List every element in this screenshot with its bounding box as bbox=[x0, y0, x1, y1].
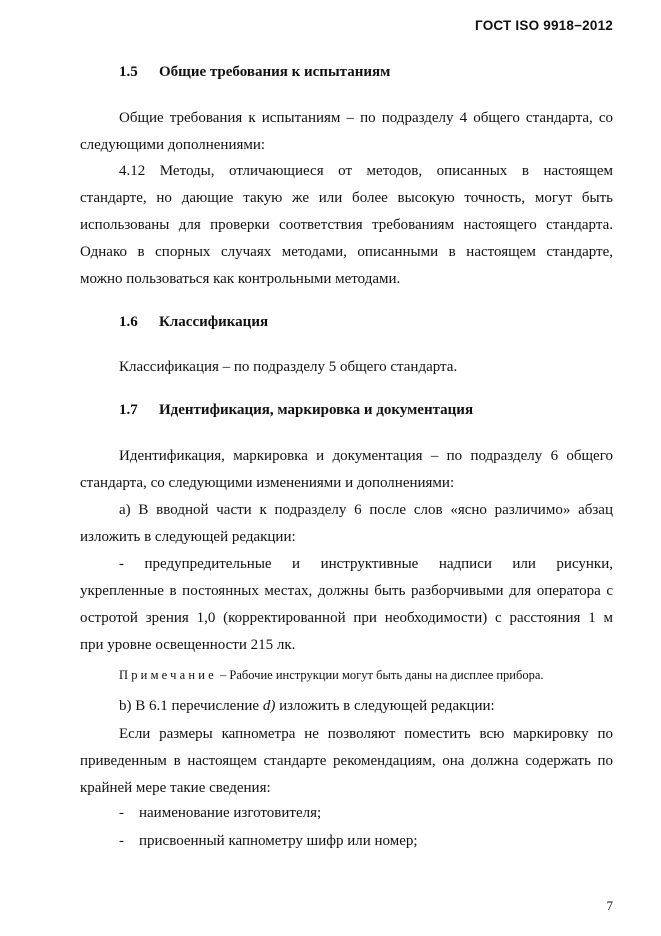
list-dash: - bbox=[119, 833, 124, 849]
section-heading-1-5 bbox=[119, 64, 390, 81]
section-title: Идентификация, маркировка и документация bbox=[159, 402, 474, 418]
note-label: Примечание bbox=[119, 668, 217, 682]
paragraph-item-a bbox=[80, 497, 613, 551]
paragraph-identification bbox=[80, 443, 613, 497]
text-line: при уровне освещенности 215 лк. bbox=[80, 637, 296, 653]
standard-header: ГОСТ ISO 9918−2012 bbox=[475, 18, 613, 33]
text-line: изложить в следующей редакции: bbox=[80, 529, 296, 545]
page-number: 7 bbox=[606, 898, 613, 913]
text-line: изложить в следующей редакции: bbox=[275, 698, 495, 714]
emphasis: d) bbox=[262, 698, 276, 714]
section-title: Классификация bbox=[159, 314, 269, 330]
text-line: стандарте, но дающие такую же или более высокую точность, могут быть bbox=[80, 190, 613, 206]
text-line: - предупредительные и инструктивные надписи или рисунки, bbox=[119, 556, 613, 572]
text-line: стандарта, со следующими изменениями и дополнениями: bbox=[80, 475, 455, 491]
list-item-text: присвоенный капнометру шифр или номер; bbox=[139, 833, 418, 849]
text-line: остротой зрения 1,0 (корректированной при необходимости) с расстояния 1 м bbox=[80, 610, 613, 626]
section-heading-1-7 bbox=[119, 402, 473, 419]
text-line: Если размеры капнометра не позволяют поместить всю маркировку по bbox=[119, 726, 613, 742]
text-line: крайней мере такие сведения: bbox=[80, 780, 271, 796]
section-heading-1-6 bbox=[119, 314, 268, 331]
text-line: a) В вводной части к подразделу 6 после слов «ясно различимо» абзац bbox=[119, 502, 613, 518]
text-line: можно пользоваться как контрольными методами. bbox=[80, 271, 401, 287]
section-number: 1.5 bbox=[119, 64, 138, 80]
note bbox=[119, 668, 544, 683]
text-line: использованы для проверки соответствия требованиям настоящего стандарта. bbox=[80, 217, 613, 233]
list-item-text: наименование изготовителя; bbox=[139, 805, 322, 821]
text-line: b) В 6.1 перечисление bbox=[119, 698, 263, 714]
text-line: укрепленные в постоянных местах, должны быть разборчивыми для оператора с bbox=[80, 583, 613, 599]
list-item bbox=[119, 805, 321, 822]
paragraph-warning-labels bbox=[80, 551, 613, 659]
text-line: приведенным в настоящем стандарте рекомендациям, она должна содержать по bbox=[80, 753, 613, 769]
paragraph-item-b bbox=[80, 693, 613, 720]
text-line: следующими дополнениями: bbox=[80, 137, 266, 153]
list-dash: - bbox=[119, 805, 124, 821]
text-line: Идентификация, маркировка и документация – по подразделу 6 общего bbox=[119, 448, 613, 464]
paragraph-marking bbox=[80, 721, 613, 802]
text-line: Классификация – по подразделу 5 общего стандарта. bbox=[119, 359, 458, 375]
section-number: 1.6 bbox=[119, 314, 138, 330]
list-item bbox=[119, 833, 418, 850]
text-line: Однако в спорных случаях методами, описанными в настоящем стандарте, bbox=[80, 244, 613, 260]
text-line: Общие требования к испытаниям – по подразделу 4 общего стандарта, со bbox=[119, 110, 613, 126]
section-title: Общие требования к испытаниям bbox=[159, 64, 391, 80]
paragraph-4-12 bbox=[80, 158, 613, 293]
note-text: – Рабочие инструкции могут быть даны на дисплее прибора. bbox=[220, 668, 544, 682]
text-line: 4.12 Методы, отличающиеся от методов, описанных в настоящем bbox=[119, 163, 613, 179]
paragraph-classification bbox=[80, 354, 613, 381]
paragraph-general-requirements bbox=[80, 105, 613, 159]
section-number: 1.7 bbox=[119, 402, 138, 418]
